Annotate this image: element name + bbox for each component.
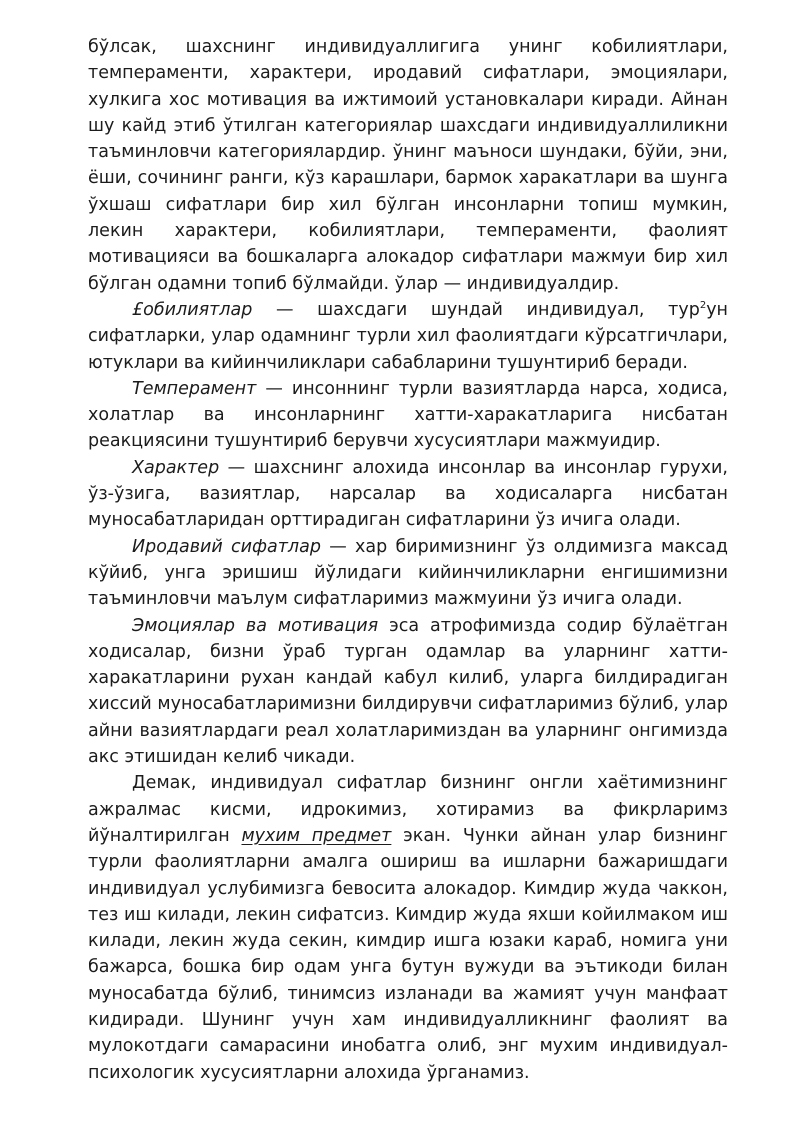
paragraph-text: бўлсак, шахснинг индивидуаллигига унинг кобилиятлари, темпераменти, характери, иродавий сифатлари, эмоциялари, хулкига хос мотивация ва ижтимоий установкалари киради. Айнан шу кайд этиб ўтилган категориялар шахсдаги индивидуаллиликни таъминловчи категориялардир. ўнинг маъноси шундаки, бўйи, эни, ёши, сочининг ранги, кўз карашлари, бармок харакатлари ва шунга ўхшаш сифатлари бир хил бўлган инсонларни топиш мумкин, лекин характери, кобилиятлари, темпераменти, фаолият мотивацияси ва бошкаларга алокадор сифатлари мажмуи бир хил бўлган одамни топиб бўлмайди. ўлар — индивидуалдир. [88, 37, 728, 294]
paragraph-text: Демак, индивидуал сифатлар бизнинг онгли хаётимизнинг ажралмас кисми, идрокимиз, хотирамиз ва фикрларимз йўналтирилган [88, 773, 728, 846]
paragraph-intro [88, 34, 728, 297]
paragraph-text: — шахснинг алохида инсонлар ва инсонлар гурухи, ўз-ўзига, вазиятлар, нарсалар ва ходисаларга нисбатан муносабатларидан орттирадиган сифатларини ўз ичига олади. [88, 457, 728, 531]
paragraph-temperament [88, 376, 728, 455]
paragraph-emotions [88, 613, 728, 771]
paragraph-text: экан. Чунки айнан улар бизнинг турли фаолиятларни амалга ошириш ва ишларни бажаришдаги индивидуал услубимизга бевосита алокадор. Кимдир жуда чаккон, тез иш килади, лекин сифатсиз. Кимдир жуда яхши койилмаком иш килади, лекин жуда секин, кимдир ишга юзаки караб, номига уни бажарса, бошка бир одам унга бутун вужуди ва эътикоди билан муносабатда бўлиб, тинимсиз изланади ва жамият учун манфаат кидиради. Шунинг учун хам индивидуалликнинг фаолият ва мулокотдаги самарасини инобатга олиб, энг мухим индивидуал-психологик хусусиятларни алохида ўрганамиз. [88, 825, 728, 1083]
underlined-phrase: мухим предмет [241, 825, 392, 846]
paragraph-text: — инсоннинг турли вазиятларда нарса, ходиса, холатлар ва инсонларнинг хатти-харакатларига нисбатан реакциясини тушунтириб берувчи хусусиятлари мажмуидир. [88, 378, 728, 452]
paragraph-text: — шахсдаги шундай индивидуал, тур [252, 299, 700, 320]
term-emotions-motivation: Эмоциялар ва мотивация [132, 615, 379, 636]
paragraph-conclusion [88, 770, 728, 1086]
term-will-qualities: Иродавий сифатлар [132, 536, 321, 557]
paragraph-text: — хар биримизнинг ўз олдимизга максад кўйиб, унга эришиш йўлидаги кийинчиликларни енгишимизни таъминловчи маълум сифатларимиз мажмуини ўз ичига олади. [88, 536, 728, 610]
document-page [88, 34, 728, 1086]
term-abilities: £обилиятлар [132, 299, 253, 320]
paragraph-text: эса атрофимизда содир бўлаётган ходисалар, бизни ўраб турган одамлар ва уларнинг хатти-харакатларини рухан кандай кабул килиб, уларга билдирадиган хиссий муносабатларимизни билдирувчи сифатларимиз бўлиб, улар айни вазиятлардаги реал холатларимиздан ва уларнинг онгимизда акс этишидан келиб чикади. [88, 615, 729, 768]
paragraph-character [88, 455, 728, 534]
term-temperament: Темперамент [132, 378, 257, 399]
term-character: Характер [132, 457, 220, 478]
paragraph-will-qualities [88, 534, 728, 613]
paragraph-abilities [88, 297, 728, 376]
paragraph-text: ун сифатларки, улар одамнинг турли хил фаолиятдаги кўрсатгичлари, ютуклари ва кийинчиликлари сабабларини тушунтириб беради. [88, 299, 728, 373]
superscript-mark: 2 [699, 300, 707, 312]
